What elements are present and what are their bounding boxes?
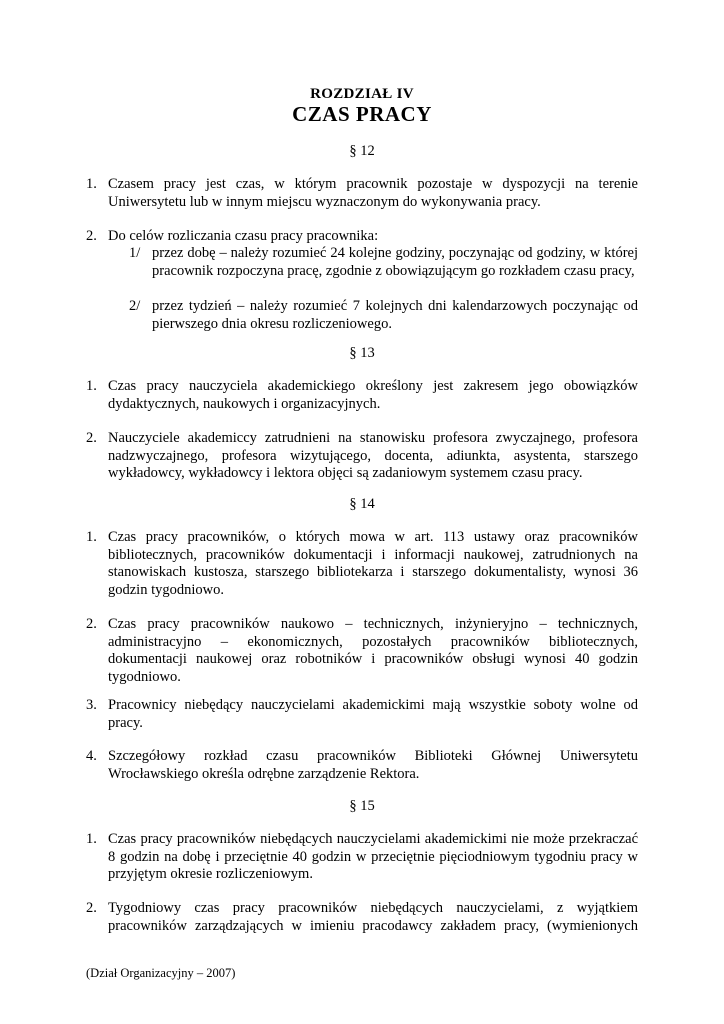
subitem-number: 1/ [129,245,141,261]
subitem-text: przez dobę – należy rozumieć 24 kolejne godziny, poczynając od godziny, w której pracownik rozpoczyna pracę, zgodnie z obowiązującym go rozkładem czasu pracy, [152,245,638,279]
subitem-number: 2/ [129,298,141,314]
item-number: 2. [86,430,97,446]
section-12-item-2 [86,228,638,246]
item-number: 2. [86,616,97,632]
section-13-item-1 [86,378,638,413]
item-text: Czas pracy pracowników, o których mowa w art. 113 ustawy oraz pracowników bibliotecznych, pracowników dokumentacji i informacji naukowej, zatrudnionych na stanowiskach kustosza, starszego bibliotekarza i starszego dokumentalisty, wynosi 36 godzin tygodniowo. [108,529,638,598]
item-number: 1. [86,176,97,192]
item-text: Czas pracy nauczyciela akademickiego określony jest zakresem jego obowiązków dydaktycznych, naukowych i organizacyjnych. [108,378,638,412]
section-14-item-3 [86,697,638,732]
section-sign-12: § 12 [349,143,375,159]
item-text: Czas pracy pracowników naukowo – technicznych, inżynieryjno – technicznych, administracyjno – ekonomicznych, pozostałych pracowników bibliotecznych, dokumentacji naukowej oraz robotników i pracowników obsługi wynosi 40 godzin tygodniowo. [108,616,638,685]
item-text: Czasem pracy jest czas, w którym pracownik pozostaje w dyspozycji na terenie Uniwersytetu lub w innym miejscu wyznaczonym do wykonywania pracy. [108,176,638,210]
item-text: Nauczyciele akademiccy zatrudnieni na stanowisku profesora zwyczajnego, profesora nadzwyczajnego, profesora wizytującego, docenta, adiunkta, asystenta, starszego wykładowcy, wykładowcy i lektora objęci są zadaniowym systemem czasu pracy. [108,430,638,481]
section-sign-14: § 14 [349,496,375,512]
item-number: 2. [86,900,97,916]
section-15-item-1 [86,831,638,884]
item-number: 2. [86,228,97,244]
section-sign-15: § 15 [349,798,375,814]
item-number: 4. [86,748,97,764]
chapter-title: CZAS PRACY [292,102,432,126]
item-number: 1. [86,831,97,847]
section-13-item-2 [86,430,638,483]
page-footer: (Dział Organizacyjny – 2007) [86,966,236,980]
item-text: Pracownicy niebędący nauczycielami akademickimi mają wszystkie soboty wolne od pracy. [108,697,638,731]
section-12-item-2-sub-1 [129,245,638,280]
chapter-label: ROZDZIAŁ IV [310,86,414,102]
section-14-item-2 [86,616,638,686]
section-12-item-1 [86,176,638,211]
item-number: 3. [86,697,97,713]
section-14-item-4 [86,748,638,783]
item-text: Czas pracy pracowników niebędących nauczycielami akademickimi nie może przekraczać 8 godzin na dobę i przeciętnie 40 godzin w przeciętnie pięciodniowym tygodniu pracy w przyjętym okresie rozliczeniowym. [108,831,638,882]
section-15-item-2 [86,900,638,935]
subitem-text: przez tydzień – należy rozumieć 7 kolejnych dni kalendarzowych poczynając od pierwszego dnia okresu rozliczeniowego. [152,298,638,332]
item-text: Tygodniowy czas pracy pracowników niebędących nauczycielami, z wyjątkiem pracowników zarządzających w imieniu pracodawcy zakładem pracy, (wymienionych [108,900,638,934]
item-number: 1. [86,529,97,545]
item-number: 1. [86,378,97,394]
item-text: Szczegółowy rozkład czasu pracowników Biblioteki Głównej Uniwersytetu Wrocławskiego określa odrębne zarządzenie Rektora. [108,748,638,782]
section-12-item-2-sub-2 [129,298,638,333]
item-text: Do celów rozliczania czasu pracy pracownika: [108,228,379,244]
section-sign-13: § 13 [349,345,375,361]
section-14-item-1 [86,529,638,599]
